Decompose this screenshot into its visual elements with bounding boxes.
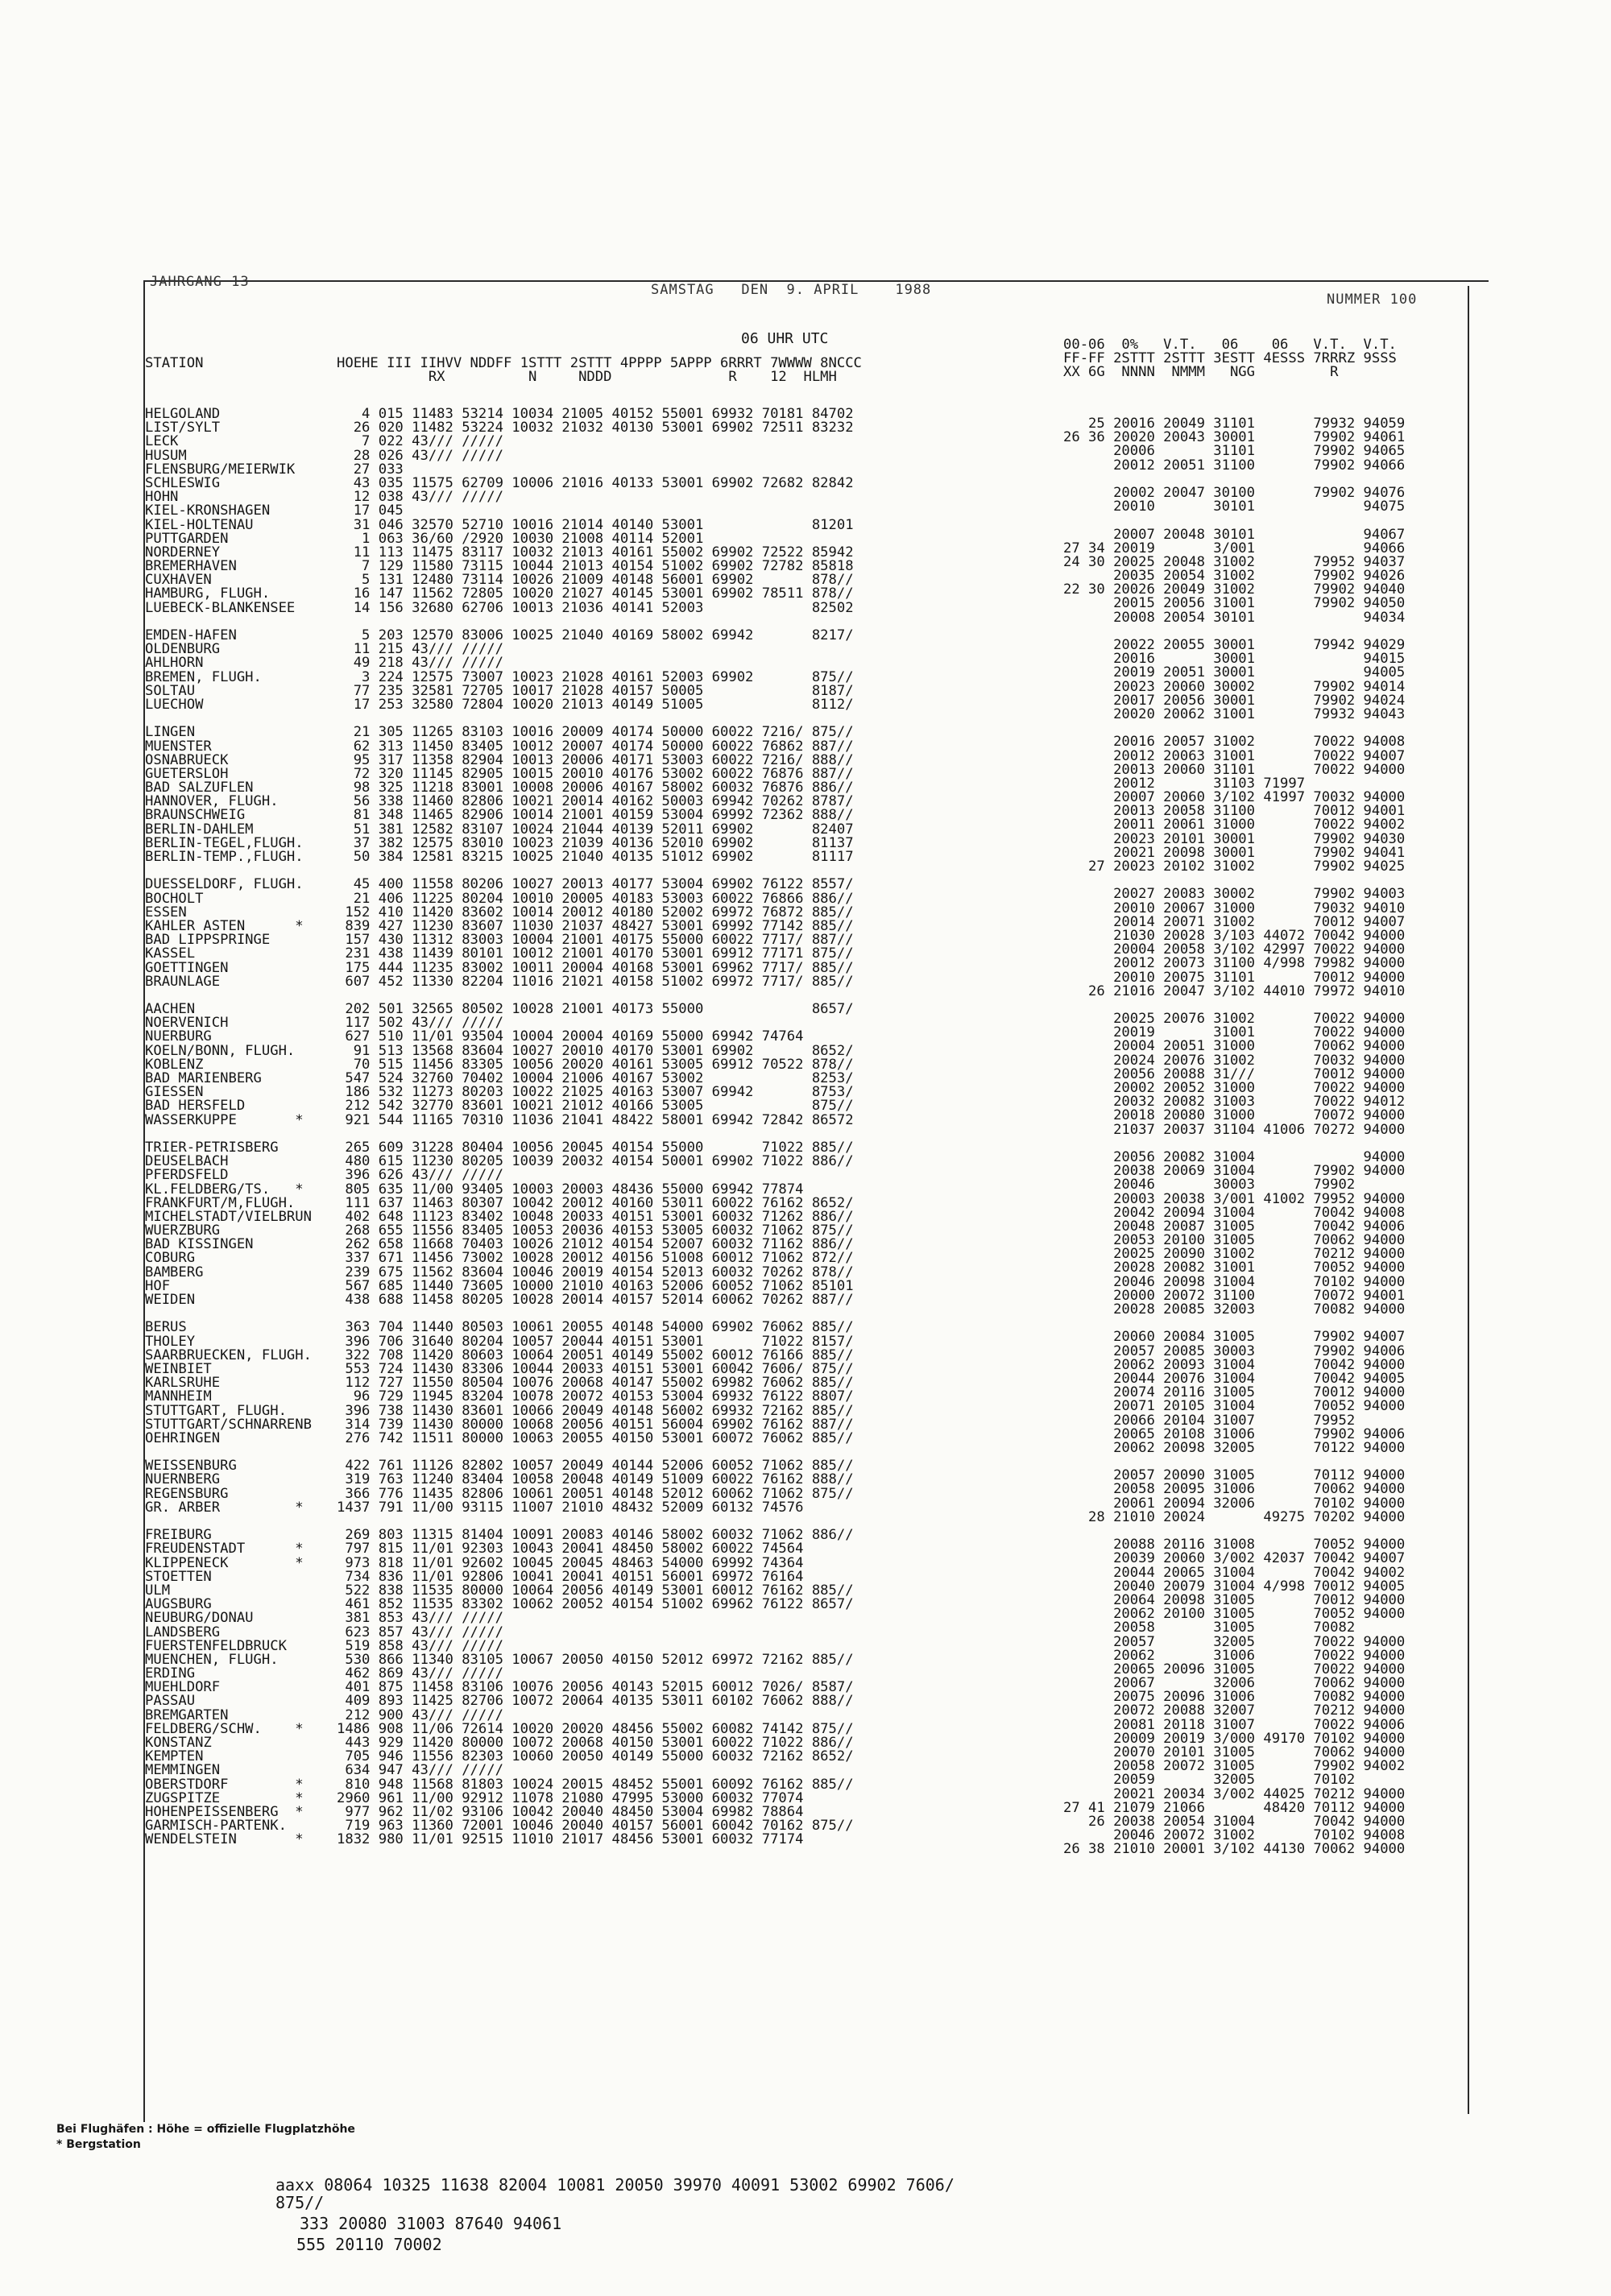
- supplementary-row: 20017 20056 30001 79902 94024: [1063, 692, 1406, 709]
- supplementary-report-table: [1063, 417, 1405, 1857]
- station-row: MEMMINGEN 634 947 43/// /////: [145, 1762, 503, 1779]
- observation-time-heading: 06 UHR UTC: [741, 330, 829, 347]
- station-row: DUESSELDORF, FLUGH. 45 400 11558 80206 10027 20013 40177 53004 69902 76122 8557/: [145, 876, 854, 893]
- station-row: HOF 567 685 11440 73605 10000 21010 40163 52006 60052 71062 85101: [145, 1277, 854, 1294]
- station-row: KOELN/BONN, FLUGH. 91 513 13568 83604 10027 20010 40170 53001 69902 8652/: [145, 1042, 854, 1059]
- supplementary-row: 27 20023 20102 31002 79902 94025: [1063, 858, 1406, 875]
- station-row: FLENSBURG/MEIERWIK 27 033: [145, 461, 404, 478]
- station-row: FRANKFURT/M,FLUGH. 111 637 11463 80307 10042 20012 40160 53011 60022 76162 8652/: [145, 1194, 854, 1211]
- supplementary-row: 20058 20095 31006 70062 94000: [1063, 1481, 1406, 1498]
- supplementary-row: 20064 20098 31005 70012 94000: [1063, 1591, 1406, 1608]
- station-row: AHLHORN 49 218 43/// /////: [145, 655, 503, 672]
- station-row: PFERDSFELD 396 626 43/// /////: [145, 1167, 503, 1184]
- supplementary-row: 20066 20104 31007 79952: [1063, 1412, 1356, 1429]
- synop-code-line-1: aaxx 08064 10325 11638 82004 10081 20050 39970 40091 53002 69902 7606/: [275, 2175, 955, 2195]
- station-row: STOETTEN 734 836 11/01 92806 10041 20041 40151 56001 69972 76164: [145, 1568, 804, 1585]
- station-row: AACHEN 202 501 32565 80502 10028 21001 40173 55000 8657/: [145, 1001, 854, 1018]
- supplementary-row: 24 30 20025 20048 31002 79952 94037: [1063, 553, 1406, 570]
- supplementary-row: 20000 20072 31100 70072 94001: [1063, 1287, 1406, 1304]
- station-row: ZUGSPITZE * 2960 961 11/00 92912 11078 21080 47995 53000 60032 77074: [145, 1789, 804, 1806]
- station-row: NOERVENICH 117 502 43/// /////: [145, 1015, 503, 1032]
- supplementary-row: 20024 20076 31002 70032 94000: [1063, 1052, 1406, 1069]
- mountain-station-footnote: * Bergstation: [56, 2138, 141, 2151]
- station-row: FUERSTENFELDBRUCK 519 858 43/// /////: [145, 1637, 503, 1654]
- station-row: WEISSENBURG 422 761 11126 82802 10057 20049 40144 52006 60052 71062 885//: [145, 1458, 854, 1475]
- station-row: LUEBECK-BLANKENSEE 14 156 32680 62706 10013 21036 40141 52003 82502: [145, 599, 854, 616]
- station-row: BERLIN-TEMP.,FLUGH. 50 384 12581 83215 10025 21040 40135 51012 69902 81117: [145, 849, 854, 865]
- supplementary-row: 25 20016 20049 31101 79932 94059: [1063, 416, 1406, 432]
- supplementary-row: 20070 20101 31005 70062 94000: [1063, 1744, 1406, 1760]
- station-row: PASSAU 409 893 11425 82706 10072 20064 40135 53011 60102 76062 888//: [145, 1693, 854, 1710]
- supplementary-row: 27 41 21079 21066 48420 70112 94000: [1063, 1799, 1406, 1816]
- station-row: BAD SALZUFLEN 98 325 11218 83001 10008 20006 40167 58002 60032 76876 886//: [145, 780, 854, 796]
- station-row: BAD HERSFELD 212 542 32770 83601 10021 21012 40166 53005 875//: [145, 1098, 854, 1115]
- station-row: GIESSEN 186 532 11273 80203 10022 21025 40163 53007 69942 8753/: [145, 1084, 854, 1101]
- synop-code-line-2: 875//: [275, 2193, 325, 2212]
- station-row: ERDING 462 869 43/// /////: [145, 1665, 503, 1682]
- supplementary-row: 20013 20058 31100 70012 94001: [1063, 803, 1406, 820]
- station-row: KASSEL 231 438 11439 80101 10012 21001 40170 53001 69912 77171 875//: [145, 945, 854, 962]
- supplementary-row: 20012 31103 71997: [1063, 775, 1306, 792]
- supplementary-row: 20048 20087 31005 70042 94006: [1063, 1218, 1406, 1235]
- station-row: SCHLESWIG 43 035 11575 62709 10006 21016 40133 53001 69902 72682 82842: [145, 474, 854, 491]
- station-row: GARMISCH-PARTENK. 719 963 11360 72001 10046 20040 40157 56001 60042 70162 875//: [145, 1818, 854, 1835]
- supplementary-row: [1063, 514, 1405, 527]
- supplementary-row: 20057 20085 30003 79902 94006: [1063, 1342, 1406, 1359]
- supplementary-row: 20071 20105 31004 70052 94000: [1063, 1398, 1406, 1415]
- station-row: GUETERSLOH 72 320 11145 82905 10015 20010 40176 53002 60022 76876 887//: [145, 765, 854, 782]
- synop-code-line-4: 555 20110 70002: [296, 2235, 442, 2254]
- station-row: FELDBERG/SCHW. * 1486 908 11/06 72614 10020 20020 48456 55002 60082 74142 875//: [145, 1720, 854, 1737]
- supplementary-row: 20007 20048 30101 94067: [1063, 526, 1406, 543]
- station-row: THOLEY 396 706 31640 80204 10057 20044 40151 53001 71022 8157/: [145, 1333, 854, 1350]
- supplementary-row: 20014 20071 31002 70012 94007: [1063, 913, 1406, 930]
- supplementary-row: 20007 20060 3/102 41997 70032 94000: [1063, 789, 1406, 806]
- supplementary-row: 27 34 20019 3/001 94066: [1063, 540, 1406, 556]
- station-row: WEINBIET 553 724 11430 83306 10044 20033 40151 53001 60042 7606/ 875//: [145, 1360, 854, 1377]
- station-row: KL.FELDBERG/TS. * 805 635 11/00 93405 10003 20003 48436 55000 69942 77874: [145, 1181, 804, 1198]
- supplementary-row: 20012 20051 31100 79902 94066: [1063, 457, 1406, 474]
- supplementary-row: 20021 20098 30001 79902 94041: [1063, 844, 1406, 861]
- right-column-headings: [1063, 338, 1397, 380]
- station-row: BERUS 363 704 11440 80503 10061 20055 40148 54000 69902 76062 885//: [145, 1319, 854, 1336]
- supplementary-row: 20060 20084 31005 79902 94007: [1063, 1329, 1406, 1346]
- station-row: BAD LIPPSPRINGE 157 430 11312 83003 10004 21001 40175 55000 60022 7717/ 887//: [145, 932, 854, 949]
- station-row: KARLSRUHE 112 727 11550 80504 10076 20068 40147 55002 69982 76062 885//: [145, 1375, 854, 1392]
- station-row: EMDEN-HAFEN 5 203 12570 83006 10025 21040 40169 58002 69942 8217/: [145, 627, 854, 643]
- supplementary-row: 20075 20096 31006 70082 94000: [1063, 1689, 1406, 1706]
- supplementary-row: 20044 20065 31004 70042 94002: [1063, 1564, 1406, 1581]
- left-heading-line-1: STATION HOEHE III IIHVV NDDFF 1STTT 2STTT 4PPPP 5APPP 6RRRT 7WWWW 8NCCC: [145, 355, 862, 371]
- station-row: WASSERKUPPE * 921 544 11165 70310 11036 21041 48422 58001 69942 72842 86572: [145, 1111, 854, 1128]
- supplementary-row: 20058 20072 31005 79902 94002: [1063, 1758, 1406, 1775]
- supplementary-row: 20012 20063 31001 70022 94007: [1063, 747, 1406, 764]
- supplementary-row: 20020 20062 31001 79932 94043: [1063, 705, 1406, 722]
- station-row: BOCHOLT 21 406 11225 80204 10010 20005 40183 53003 60022 76866 886//: [145, 890, 854, 907]
- supplementary-row: 20040 20079 31004 4/998 70012 94005: [1063, 1578, 1406, 1595]
- station-row: NUERBURG 627 510 11/01 93504 10004 20004 40169 55000 69942 74764: [145, 1028, 804, 1045]
- station-row: BREMGARTEN 212 900 43/// /////: [145, 1706, 503, 1723]
- supplementary-row: 20065 20096 31005 70022 94000: [1063, 1661, 1406, 1678]
- station-row: BREMERHAVEN 7 129 11580 73115 10044 21013 40154 51002 69902 72782 85818: [145, 558, 854, 575]
- supplementary-row: 20013 20060 31101 70022 94000: [1063, 761, 1406, 778]
- station-row: BAMBERG 239 675 11562 83604 10046 20019 40154 52013 60032 70262 878//: [145, 1264, 854, 1280]
- station-row: AUGSBURG 461 852 11535 83302 10062 20052 40154 51002 69962 76122 8657/: [145, 1596, 854, 1613]
- supplementary-row: 20009 20019 3/000 49170 70102 94000: [1063, 1730, 1406, 1747]
- station-row: OEHRINGEN 276 742 11511 80000 10063 20055 40150 53001 60072 76062 885//: [145, 1429, 854, 1446]
- supplementary-row: 20081 20118 31007 70022 94006: [1063, 1716, 1406, 1733]
- supplementary-row: 20088 20116 31008 70052 94000: [1063, 1537, 1406, 1553]
- station-row: HOHN 12 038 43/// /////: [145, 489, 503, 506]
- station-row: MUENSTER 62 313 11450 83405 10012 20007 40174 50000 60022 76862 887//: [145, 738, 854, 755]
- station-row: SAARBRUECKEN, FLUGH. 322 708 11420 80603 10064 20051 40149 55002 60012 76166 885//: [145, 1347, 854, 1363]
- supplementary-row: 20074 20116 31005 70012 94000: [1063, 1384, 1406, 1401]
- station-row: KOBLENZ 70 515 11456 83305 10056 20020 40161 53005 69912 70522 878//: [145, 1056, 854, 1073]
- station-row: CUXHAVEN 5 131 12480 73114 10026 21009 40148 56001 69902 878//: [145, 572, 854, 589]
- supplementary-row: 20019 20051 30001 94005: [1063, 664, 1406, 681]
- supplementary-row: 20010 30101 94075: [1063, 499, 1406, 515]
- supplementary-row: 20038 20069 31004 79902 94000: [1063, 1163, 1406, 1180]
- station-row: WUERZBURG 268 655 11556 83405 10053 20036 40153 53005 60032 71062 875//: [145, 1222, 854, 1239]
- station-row: STUTTGART/SCHNARRENB 314 739 11430 80000 10068 20056 40151 56004 69902 76162 887//: [145, 1416, 854, 1433]
- supplementary-row: 20058 31005 70082: [1063, 1620, 1356, 1636]
- supplementary-row: 20061 20094 32006 70102 94000: [1063, 1495, 1406, 1512]
- station-row: HOHENPEISSENBERG * 977 962 11/02 93106 10042 20040 48450 53004 69982 78864: [145, 1803, 804, 1820]
- supplementary-row: 20057 20090 31005 70112 94000: [1063, 1467, 1406, 1484]
- station-row: KIEL-HOLTENAU 31 046 32570 52710 10016 21014 40140 53001 81201: [145, 516, 854, 533]
- station-row: BAD KISSINGEN 262 658 11668 70403 10026 21012 40154 52007 60032 71162 886//: [145, 1236, 854, 1253]
- station-row: ULM 522 838 11535 80000 10064 20056 40149 53001 60012 76162 885//: [145, 1582, 854, 1599]
- station-row: LANDSBERG 623 857 43/// /////: [145, 1624, 503, 1640]
- supplementary-row: 20062 31006 70022 94000: [1063, 1647, 1406, 1664]
- station-row: LUECHOW 17 253 32580 72804 10020 21013 40149 51005 8112/: [145, 696, 854, 713]
- issue-number: NUMMER 100: [1327, 292, 1418, 308]
- supplementary-row: 20025 20076 31002 70022 94000: [1063, 1011, 1406, 1028]
- supplementary-row: 20057 32005 70022 94000: [1063, 1633, 1406, 1650]
- supplementary-row: 20015 20056 31001 79902 94050: [1063, 595, 1406, 612]
- right-heading-line-1: 00-06 0% V.T. 06 06 V.T. V.T.: [1063, 337, 1397, 353]
- supplementary-row: 20025 20090 31002 70212 94000: [1063, 1246, 1406, 1263]
- supplementary-row: 20039 20060 3/002 42037 70042 94007: [1063, 1550, 1406, 1567]
- supplementary-row: 20056 20088 31/// 70012 94000: [1063, 1065, 1406, 1082]
- supplementary-row: 20053 20100 31005 70062 94000: [1063, 1232, 1406, 1249]
- right-heading-line-3: XX 6G NNNN NMMM NGG R: [1063, 364, 1339, 381]
- station-row: MUENCHEN, FLUGH. 530 866 11340 83105 10067 20050 40150 52012 69972 72162 885//: [145, 1651, 854, 1668]
- station-row: MANNHEIM 96 729 11945 83204 10078 20072 40153 53004 69932 76122 8807/: [145, 1388, 854, 1405]
- station-report-table: [145, 407, 854, 1847]
- supplementary-row: 20067 32006 70062 94000: [1063, 1675, 1406, 1692]
- station-row: MUEHLDORF 401 875 11458 83106 10076 20056 40143 52015 60012 7026/ 8587/: [145, 1679, 854, 1696]
- station-row: LIST/SYLT 26 020 11482 53224 10032 21032 40130 53001 69902 72511 83232: [145, 420, 854, 436]
- supplementary-row: 20046 30003 79902: [1063, 1177, 1356, 1194]
- jahrgang-label: JAHRGANG 13: [150, 274, 250, 290]
- station-row: KONSTANZ 443 929 11420 80000 10072 20068 40150 53001 60022 71022 886//: [145, 1735, 854, 1751]
- supplementary-row: 20027 20083 30002 79902 94003: [1063, 886, 1406, 903]
- station-row: KIEL-KRONSHAGEN 17 045: [145, 503, 404, 519]
- supplementary-row: 20002 20047 30100 79902 94076: [1063, 484, 1406, 501]
- supplementary-row: 20062 20093 31004 70042 94000: [1063, 1356, 1406, 1373]
- supplementary-row: 20006 31101 79902 94065: [1063, 443, 1406, 460]
- supplementary-row: 20056 20082 31004 94000: [1063, 1148, 1406, 1165]
- supplementary-row: 26 36 20020 20043 30001 79902 94061: [1063, 429, 1406, 446]
- left-heading-line-2: RX N NDDD R 12 HLMH: [145, 369, 837, 386]
- supplementary-row: 20028 20085 32003 70082 94000: [1063, 1301, 1406, 1318]
- supplementary-row: 20004 20058 3/102 42997 70022 94000: [1063, 941, 1406, 958]
- supplementary-row: 26 20038 20054 31004 70042 94000: [1063, 1813, 1406, 1830]
- station-row: BAD MARIENBERG 547 524 32760 70402 10004 21006 40167 53002 8253/: [145, 1070, 854, 1086]
- supplementary-row: 20012 20073 31100 4/998 79982 94000: [1063, 955, 1406, 972]
- supplementary-row: 20065 20108 31006 79902 94006: [1063, 1425, 1406, 1442]
- supplementary-row: 20035 20054 31002 79902 94026: [1063, 568, 1406, 585]
- station-row: LINGEN 21 305 11265 83103 10016 20009 40174 50000 60022 7216/ 875//: [145, 724, 854, 741]
- supplementary-row: 20028 20082 31001 70052 94000: [1063, 1260, 1406, 1276]
- station-row: SOLTAU 77 235 32581 72705 10017 21028 40157 50005 8187/: [145, 682, 854, 699]
- station-row: REGENSBURG 366 776 11435 82806 10061 20051 40148 52012 60062 71062 875//: [145, 1485, 854, 1502]
- supplementary-row: 20019 31001 70022 94000: [1063, 1024, 1406, 1041]
- supplementary-row: 20002 20052 31000 70022 94000: [1063, 1080, 1406, 1096]
- supplementary-row: 20046 20072 31002 70102 94008: [1063, 1827, 1406, 1844]
- supplementary-row: 20008 20054 30101 94034: [1063, 609, 1406, 626]
- supplementary-row: 20062 20100 31005 70052 94000: [1063, 1606, 1406, 1623]
- supplementary-row: 20062 20098 32005 70122 94000: [1063, 1439, 1406, 1456]
- station-row: OBERSTDORF * 810 948 11568 81803 10024 20015 48452 55001 60092 76162 885//: [145, 1776, 854, 1793]
- station-row: BERLIN-DAHLEM 51 381 12582 83107 10024 21044 40139 52011 69902 82407: [145, 821, 854, 838]
- supplementary-row: 20046 20098 31004 70102 94000: [1063, 1273, 1406, 1290]
- supplementary-row: 20016 20057 31002 70022 94008: [1063, 734, 1406, 751]
- station-row: BERLIN-TEGEL,FLUGH. 37 382 12575 83010 10023 21039 40136 52010 69902 81137: [145, 834, 854, 851]
- station-row: STUTTGART, FLUGH. 396 738 11430 83601 10066 20049 40148 56002 69932 72162 885//: [145, 1402, 854, 1419]
- supplementary-row: 20010 20067 31000 79032 94010: [1063, 900, 1406, 916]
- station-row: PUTTGARDEN 1 063 36/60 /2920 10030 21008 40114 52001: [145, 530, 704, 547]
- left-column-headings: [145, 357, 862, 384]
- station-row: HELGOLAND 4 015 11483 53214 10034 21005 40152 55001 69932 70181 84702: [145, 406, 854, 422]
- supplementary-row: 20023 20101 30001 79902 94030: [1063, 830, 1406, 847]
- supplementary-row: 22 30 20026 20049 31002 79902 94040: [1063, 581, 1406, 598]
- supplementary-row: 28 21010 20024 49275 70202 94000: [1063, 1508, 1406, 1525]
- synop-code-line-3: 333 20080 31003 87640 94061: [300, 2214, 562, 2233]
- supplementary-row: 20059 32005 70102: [1063, 1772, 1356, 1789]
- station-row: DEUSELBACH 480 615 11230 80205 10039 20032 40154 50001 69902 71022 886//: [145, 1153, 854, 1170]
- station-row: KEMPTEN 705 946 11556 82303 10060 20050 40149 55000 60032 72162 8652/: [145, 1748, 854, 1765]
- station-row: NUERNBERG 319 763 11240 83404 10058 20048 40149 51009 60022 76162 888//: [145, 1471, 854, 1488]
- issue-date: SAMSTAG DEN 9. APRIL 1988: [651, 282, 932, 298]
- right-heading-line-2: FF-FF 2STTT 2STTT 3ESTT 4ESSS 7RRRZ 9SSS: [1063, 350, 1397, 367]
- supplementary-row: 20032 20082 31003 70022 94012: [1063, 1094, 1406, 1111]
- supplementary-row: 21030 20028 3/103 44072 70042 94000: [1063, 927, 1406, 944]
- station-row: BRAUNLAGE 607 452 11330 82204 11016 21021 40158 51002 69972 7717/ 885//: [145, 973, 854, 990]
- station-row: BREMEN, FLUGH. 3 224 12575 73007 10023 21028 40161 52003 69902 875//: [145, 668, 854, 685]
- station-row: WENDELSTEIN * 1832 980 11/01 92515 11010 21017 48456 53001 60032 77174: [145, 1831, 804, 1848]
- station-row: FREIBURG 269 803 11315 81404 10091 20083 40146 58002 60032 71062 886//: [145, 1527, 854, 1544]
- station-row: TRIER-PETRISBERG 265 609 31228 80404 10056 20045 40154 55000 71022 885//: [145, 1139, 854, 1156]
- airport-height-footnote: Bei Flughäfen : Höhe = offizielle Flugplatzhöhe: [56, 2123, 355, 2136]
- supplementary-row: 20018 20080 31000 70072 94000: [1063, 1107, 1406, 1124]
- supplementary-row: 20010 20075 31101 70012 94000: [1063, 969, 1406, 986]
- supplementary-row: 26 38 21010 20001 3/102 44130 70062 94000: [1063, 1841, 1406, 1858]
- supplementary-row: 20023 20060 30002 79902 94014: [1063, 678, 1406, 695]
- supplementary-row: 20022 20055 30001 79942 94029: [1063, 637, 1406, 653]
- station-row: BRAUNSCHWEIG 81 348 11465 82906 10014 21001 40159 53004 69992 72362 888//: [145, 807, 854, 824]
- station-row: HUSUM 28 026 43/// /////: [145, 447, 503, 464]
- station-row: LECK 7 022 43/// /////: [145, 433, 503, 450]
- station-row: OLDENBURG 11 215 43/// /////: [145, 641, 503, 658]
- station-row: HANNOVER, FLUGH. 56 338 11460 82806 10021 20014 40162 50003 69942 70262 8787/: [145, 793, 854, 810]
- supplementary-row: 20072 20088 32007 70212 94000: [1063, 1702, 1406, 1719]
- supplementary-row: 26 21016 20047 3/102 44010 79972 94010: [1063, 983, 1406, 999]
- station-row: COBURG 337 671 11456 73002 10028 20012 40156 51008 60012 71062 872//: [145, 1250, 854, 1267]
- station-row: KLIPPENECK * 973 818 11/01 92602 10045 20045 48463 54000 69992 74364: [145, 1554, 804, 1571]
- station-row: ESSEN 152 410 11420 83602 10014 20012 40180 52002 69972 76872 885//: [145, 904, 854, 920]
- station-row: OSNABRUECK 95 317 11358 82904 10013 20006 40171 53003 60022 7216/ 888//: [145, 751, 854, 768]
- station-row: GOETTINGEN 175 444 11235 83002 10011 20004 40168 53001 69962 7717/ 885//: [145, 959, 854, 976]
- supplementary-row: 20011 20061 31000 70022 94002: [1063, 817, 1406, 834]
- supplementary-row: 20021 20034 3/002 44025 70212 94000: [1063, 1785, 1406, 1802]
- station-row: NORDERNEY 11 113 11475 83117 10032 21013 40161 55002 69902 72522 85942: [145, 544, 854, 561]
- station-row: FREUDENSTADT * 797 815 11/01 92303 10043 20041 48450 58002 60022 74564: [145, 1541, 804, 1558]
- station-row: HAMBURG, FLUGH. 16 147 11562 72805 10020 21027 40145 53001 69902 78511 878//: [145, 585, 854, 602]
- supplementary-row: 20044 20076 31004 70042 94005: [1063, 1370, 1406, 1387]
- supplementary-row: 21037 20037 31104 41006 70272 94000: [1063, 1121, 1406, 1138]
- supplementary-row: 20004 20051 31000 70062 94000: [1063, 1038, 1406, 1055]
- station-row: NEUBURG/DONAU 381 853 43/// /////: [145, 1610, 503, 1627]
- supplementary-row: 20003 20038 3/001 41002 79952 94000: [1063, 1190, 1406, 1207]
- station-row: KAHLER ASTEN * 839 427 11230 83607 11030 21037 48427 53001 69992 77142 885//: [145, 917, 854, 934]
- page-frame-right-rule: [1468, 286, 1469, 2114]
- station-row: GR. ARBER * 1437 791 11/00 93115 11007 21010 48432 52009 60132 74576: [145, 1499, 804, 1516]
- supplementary-row: 20042 20094 31004 70042 94008: [1063, 1204, 1406, 1221]
- station-row: MICHELSTADT/VIELBRUN 402 648 11123 83402 10048 20033 40151 53001 60032 71262 886//: [145, 1208, 854, 1225]
- station-row: WEIDEN 438 688 11458 80205 10028 20014 40157 52014 60062 70262 887//: [145, 1292, 854, 1308]
- supplementary-row: 20016 30001 94015: [1063, 651, 1406, 668]
